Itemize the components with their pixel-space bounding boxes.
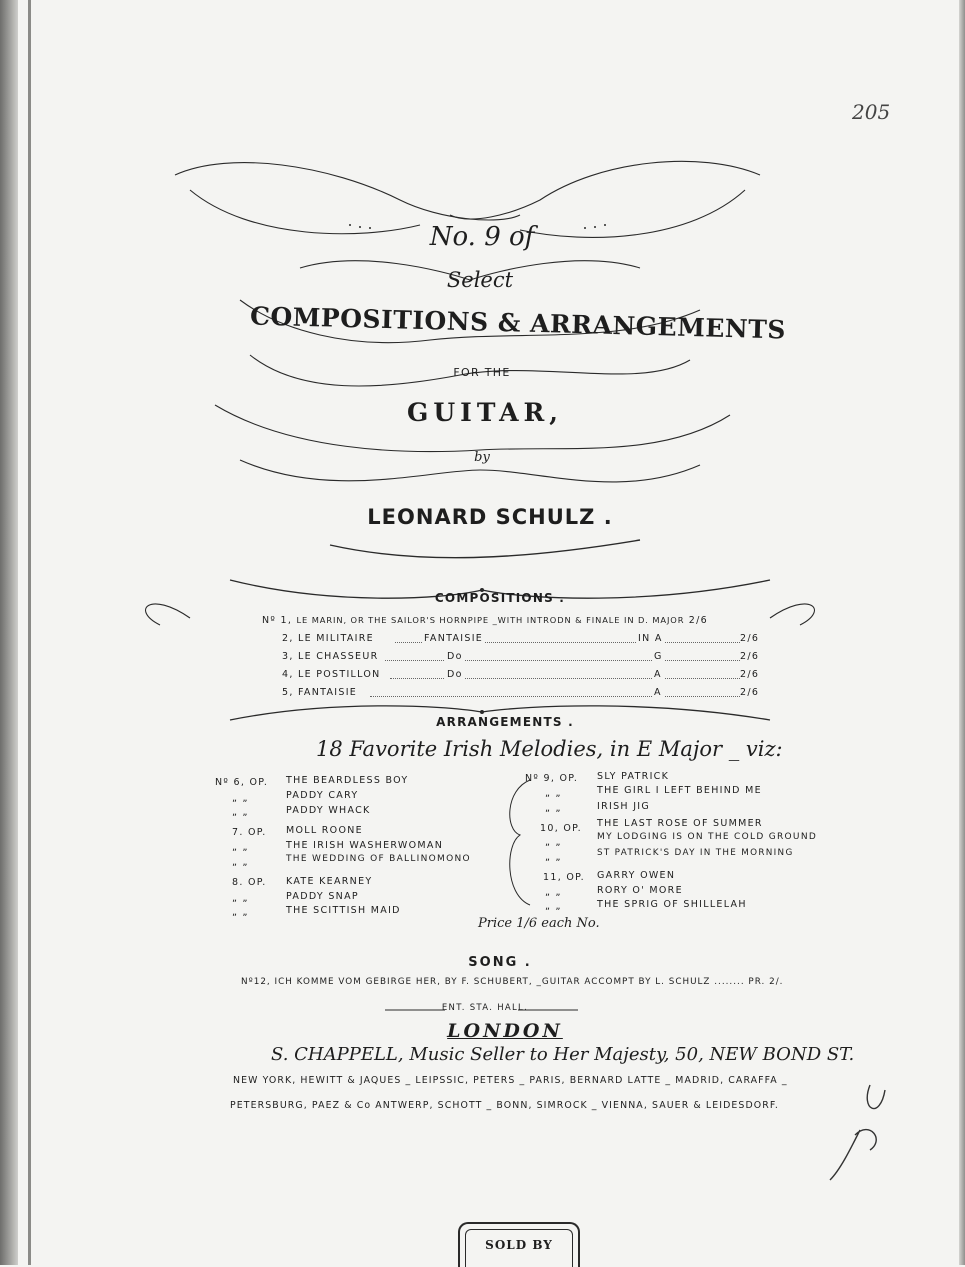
- leader-dots: [390, 678, 740, 679]
- instrument-title: GUITAR,: [407, 398, 563, 427]
- arrangement-op: Nº 9, OP.: [525, 773, 579, 784]
- composition-key: G: [654, 651, 663, 662]
- registration-note: ENT. STA. HALL.: [441, 1003, 529, 1013]
- arrangement-title: THE SCITTISH MAID: [286, 905, 401, 916]
- arrangement-op: 11, OP.: [543, 872, 585, 883]
- by-label: by: [474, 450, 490, 465]
- arrangement-op: „ „: [232, 857, 249, 868]
- arrangement-title: MOLL ROONE: [286, 825, 363, 836]
- composition-row: [282, 633, 374, 644]
- arrangement-title: IRISH JIG: [597, 801, 651, 812]
- arrangements-price: Price 1/6 each No.: [478, 916, 600, 931]
- composition-price: 2/6: [740, 687, 760, 698]
- composition-price: 2/6: [688, 615, 708, 626]
- arrangement-op: 7. OP.: [232, 827, 267, 838]
- arrangement-op: „ „: [545, 803, 562, 814]
- composition-no: 5,: [282, 687, 294, 698]
- song-line: Nº12, ICH KOMME VOM GEBIRGE HER, BY F. SCHUBERT, _GUITAR ACCOMPT BY L. SCHULZ ........ PR. 2/.: [241, 977, 784, 987]
- arrangement-op: „ „: [545, 852, 562, 863]
- composition-title: LE CHASSEUR: [298, 651, 379, 662]
- composition-row: [282, 687, 357, 698]
- compositions-heading: COMPOSITIONS .: [434, 591, 566, 605]
- composition-row: [262, 615, 762, 626]
- arrangement-title: ST PATRICK'S DAY IN THE MORNING: [597, 848, 794, 858]
- composition-key: IN A: [638, 633, 663, 644]
- arrangement-op: „ „: [232, 842, 249, 853]
- imprint-agents-line-1: NEW YORK, HEWITT & JAQUES _ LEIPSSIC, PETERS _ PARIS, BERNARD LATTE _ MADRID, CARAFFA _: [233, 1075, 788, 1086]
- imprint-agents-line-2: PETERSBURG, PAEZ & Co ANTWERP, SCHOTT _ BONN, SIMROCK _ VIENNA, SAUER & LEIDESDORF.: [230, 1100, 779, 1111]
- composition-no: 3,: [282, 651, 294, 662]
- imprint-city: LONDON: [447, 1020, 563, 1042]
- arrangement-title: THE SPRIG OF SHILLELAH: [597, 899, 747, 910]
- arrangement-op: „ „: [232, 807, 249, 818]
- arrangement-title: MY LODGING IS ON THE COLD GROUND: [597, 832, 818, 842]
- arrangement-op: „ „: [545, 788, 562, 799]
- arrangement-title: PADDY SNAP: [286, 891, 359, 902]
- series-number: No. 9 of: [429, 222, 535, 252]
- arrangement-title: PADDY WHACK: [286, 805, 371, 816]
- arrangement-op: „ „: [545, 901, 562, 912]
- composition-no: 4,: [282, 669, 294, 680]
- imprint-publisher: S. CHAPPELL, Music Seller to Her Majesty, 50, NEW BOND ST.: [271, 1044, 855, 1065]
- composition-title: LE MARIN, OR THE SAILOR'S HORNPIPE _WITH INTRODN & FINALE IN D. MAJOR: [296, 615, 685, 625]
- arrangement-title: PADDY CARY: [286, 790, 359, 801]
- arrangement-op: 10, OP.: [540, 823, 582, 834]
- composition-price: 2/6: [740, 651, 760, 662]
- composition-no: 2,: [282, 633, 294, 644]
- for-the-label: FOR THE: [453, 366, 511, 379]
- arrangement-op: „ „: [232, 907, 249, 918]
- arrangement-title: THE WEDDING OF BALLINOMONO: [286, 854, 471, 864]
- arrangement-op: „ „: [545, 837, 562, 848]
- composition-title: LE POSTILLON: [298, 669, 381, 680]
- composition-form: FANTAISIE: [424, 633, 484, 644]
- composition-title: FANTAISIE: [298, 687, 358, 698]
- arrangement-title: RORY O' MORE: [597, 885, 683, 896]
- select-label: Select: [446, 268, 514, 292]
- arrangement-op: „ „: [545, 887, 562, 898]
- composition-row: [282, 651, 379, 662]
- arrangement-title: THE IRISH WASHERWOMAN: [286, 840, 444, 851]
- composition-price: 2/6: [740, 669, 760, 680]
- arrangement-title: SLY PATRICK: [597, 771, 670, 782]
- composition-form: Do: [447, 651, 463, 662]
- folio-number: 205: [852, 100, 891, 124]
- arrangement-title: KATE KEARNEY: [286, 876, 373, 887]
- composition-form: Do: [447, 669, 463, 680]
- song-heading: SONG .: [468, 955, 532, 970]
- sold-by-stamp: [458, 1222, 580, 1267]
- arrangements-subtitle: 18 Favorite Irish Melodies, in E Major _ viz:: [316, 737, 783, 761]
- composition-title: LE MILITAIRE: [298, 633, 374, 644]
- arrangement-op: 8. OP.: [232, 877, 267, 888]
- composition-price: 2/6: [740, 633, 760, 644]
- composition-key: A: [654, 687, 662, 698]
- composition-no: Nº 1,: [262, 615, 293, 626]
- arrangement-op: „ „: [232, 793, 249, 804]
- composition-key: A: [654, 669, 662, 680]
- composition-row: [282, 669, 381, 680]
- arrangement-title: GARRY OWEN: [597, 870, 676, 881]
- arrangement-op: Nº 6, OP.: [215, 777, 269, 788]
- sold-by-label: SOLD BY: [485, 1238, 553, 1252]
- leader-dots: [385, 660, 740, 661]
- arrangement-title: THE BEARDLESS BOY: [286, 775, 409, 786]
- arrangements-heading: ARRANGEMENTS .: [436, 715, 574, 729]
- arrangement-title: THE GIRL I LEFT BEHIND ME: [597, 785, 762, 796]
- author-name: LEONARD SCHULZ .: [367, 505, 613, 529]
- arrangement-title: THE LAST ROSE OF SUMMER: [597, 818, 763, 829]
- leader-dots: [370, 696, 740, 697]
- main-title: COMPOSITIONS & ARRANGEMENTS: [249, 301, 787, 345]
- arrangement-op: „ „: [232, 893, 249, 904]
